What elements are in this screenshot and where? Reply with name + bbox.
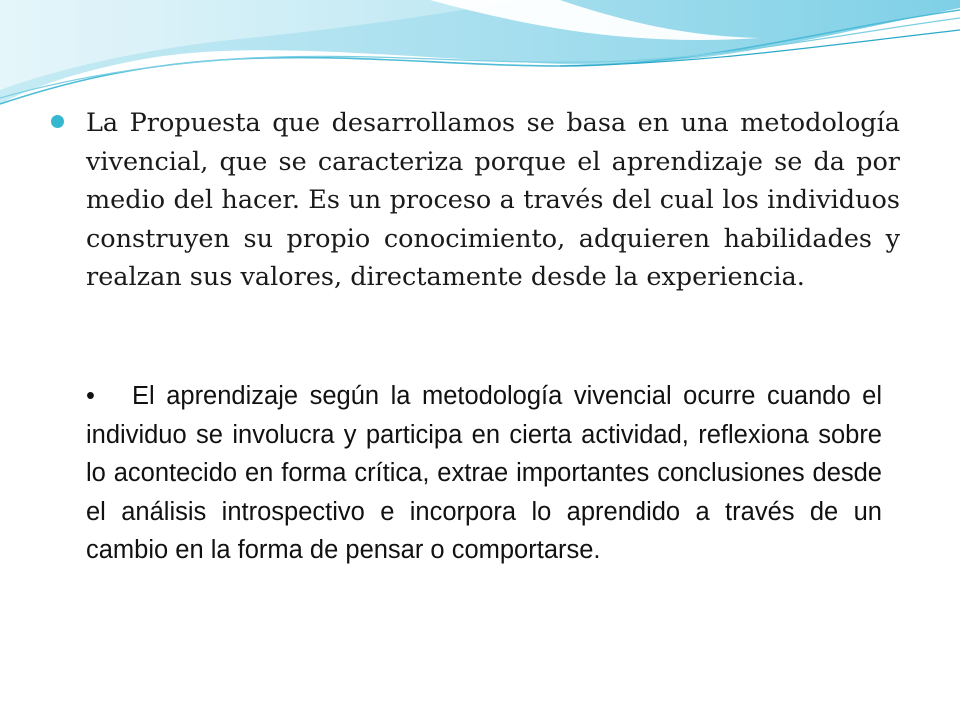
primary-bullet-text: La Propuesta que desarrollamos se basa en una metodología vivencial, que se caracteriza porque el aprendizaje se da por medio del hacer. Es un proceso a través del cual los individuos construyen su propio conocimiento, adquieren habilidades y realzan sus valores, directamente desde la experiencia. xyxy=(86,108,900,292)
secondary-bullet-marker: • xyxy=(86,382,95,410)
secondary-bullet-text: El aprendizaje según la metodología vivencial ocurre cuando el individuo se involucra y participa en cierta actividad, reflexiona sobre lo acontecido en forma crítica, extrae importantes conclusiones desde el análisis introspectivo e incorpora lo aprendido a través de un cambio en la forma de pensar o comportarse. xyxy=(86,382,882,564)
bullet-dot-icon xyxy=(51,115,64,128)
secondary-bullet-paragraph xyxy=(86,377,882,570)
